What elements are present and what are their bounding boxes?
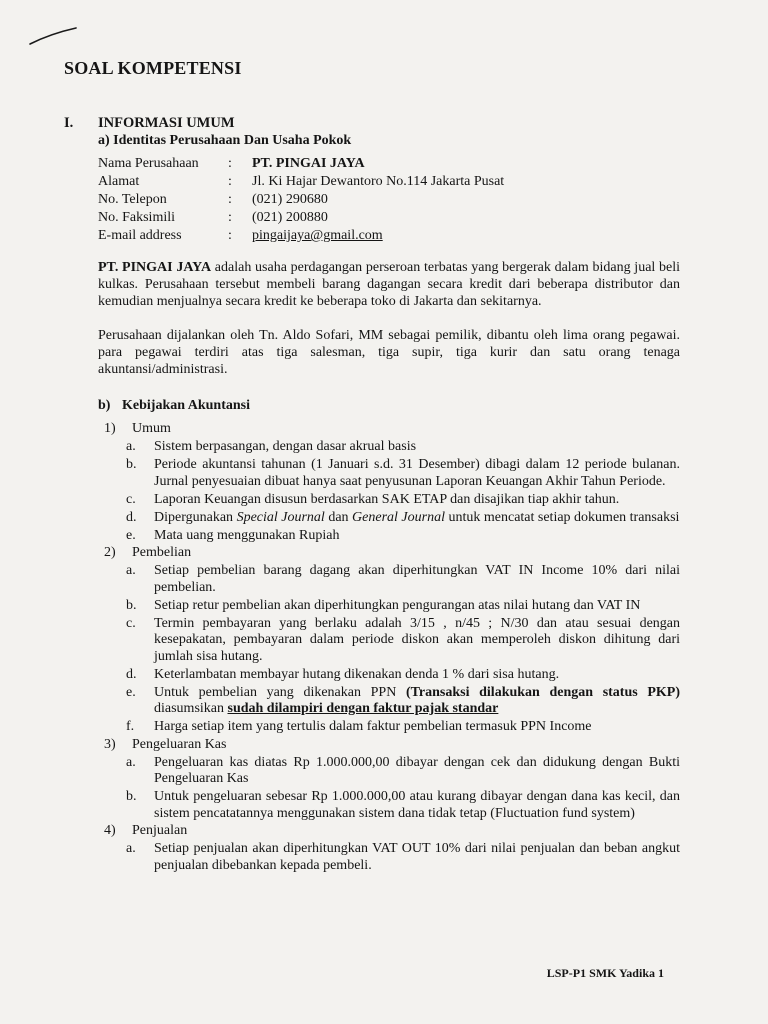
info-label: No. Faksimili — [98, 210, 176, 225]
accounting-policy-list — [104, 420, 680, 874]
item-text: Keterlambatan membayar hutang dikenakan denda 1 % dari sisa hutang. — [154, 666, 560, 682]
item-text: Laporan Keuangan disusun berdasarkan SAK ETAP dan disajikan tiap akhir tahun. — [154, 491, 620, 507]
category-title: Umum — [132, 421, 171, 436]
company-info-table — [98, 155, 504, 245]
policy-category-purchasing — [104, 545, 680, 562]
item-text — [154, 510, 680, 527]
item-text: Setiap pembelian barang dagang akan diperhitungkan VAT IN Income 10% dari nilai pembelian. — [154, 563, 680, 595]
category-number: 1) — [104, 421, 116, 436]
company-description-text: adalah usaha perdagangan perseroan terbatas yang bergerak dalam bidang jual beli kulkas. Perusahaan tersebut membeli barang dagangan secara kredit dari beberapa distributor dan kemudian menjualnya secara kredit ke beberapa toko di Jakarta dan sekitarnya. — [98, 260, 681, 309]
item-letter: b. — [126, 457, 137, 472]
item-text: Mata uang menggunakan Rupiah — [154, 527, 340, 543]
category-number: 2) — [104, 545, 116, 560]
category-title: Pembelian — [132, 545, 192, 560]
item-text: Pengeluaran kas diatas Rp 1.000.000,00 dibayar dengan cek dan didukung dengan Bukti Pengeluaran Kas — [154, 754, 680, 786]
subsection-accounting-policy-heading — [98, 398, 250, 414]
info-value: PT. PINGAI JAYA — [252, 156, 365, 171]
list-item — [126, 598, 680, 615]
info-row-address — [98, 173, 504, 191]
bold-text: (Transaksi dilakukan dengan status PKP) — [405, 684, 680, 700]
item-letter: a. — [126, 841, 136, 856]
info-row-company-name — [98, 155, 504, 173]
policy-category-general — [104, 421, 680, 438]
info-label: Alamat — [98, 174, 140, 189]
category-title: Pengeluaran Kas — [132, 736, 227, 752]
info-row-phone — [98, 191, 504, 209]
item-text — [154, 685, 680, 718]
italic-text: Special Journal — [236, 509, 325, 525]
company-staff-paragraph: Perusahaan dijalankan oleh Tn. Aldo Sofari, MM sebagai pemilik, dibantu oleh lima orang pegawai. para pegawai terdiri atas tiga salesman, tiga supir, tiga kurir dan satu orang tenaga akuntansi/administrasi. — [98, 328, 680, 377]
info-label: Nama Perusahaan — [98, 156, 199, 171]
company-name-bold: PT. PINGAI JAYA — [98, 260, 212, 275]
list-item — [126, 755, 680, 788]
list-item — [126, 616, 680, 666]
item-text: Setiap penjualan akan diperhitungkan VAT OUT 10% dari nilai penjualan dan beban angkut penjualan dibebankan kepada pembeli. — [154, 841, 680, 873]
company-description-paragraph — [98, 259, 680, 310]
subsection-title: Kebijakan Akuntansi — [122, 398, 250, 413]
category-number: 3) — [104, 736, 116, 752]
italic-text: General Journal — [352, 509, 445, 525]
item-letter: a. — [126, 439, 136, 454]
info-colon: : — [228, 174, 232, 189]
item-letter: e. — [126, 527, 136, 543]
info-label: No. Telepon — [98, 192, 167, 207]
item-text: Periode akuntansi tahunan (1 Januari s.d. 31 Desember) dibagi dalam 12 periode bulanan. Jurnal penyesuaian dibuat hanya saat penyusunan Laporan Keuangan Akhir Tahun Periode. — [154, 457, 680, 489]
info-value: (021) 200880 — [252, 210, 328, 225]
info-colon: : — [228, 228, 232, 243]
item-text: Harga setiap item yang tertulis dalam faktur pembelian termasuk PPN Income — [154, 719, 592, 734]
info-colon: : — [228, 210, 232, 225]
item-letter: e. — [126, 684, 136, 700]
section-title: INFORMASI UMUM — [98, 115, 235, 131]
list-item — [126, 439, 680, 456]
list-item — [126, 841, 680, 874]
item-letter: f. — [126, 719, 135, 734]
info-value: Jl. Ki Hajar Dewantoro No.114 Jakarta Pusat — [252, 174, 505, 189]
list-item — [126, 667, 680, 684]
email-link[interactable]: pingaijaya@gmail.com — [252, 228, 383, 243]
list-item — [126, 510, 680, 527]
list-item — [126, 563, 680, 596]
pen-stroke-mark — [28, 26, 78, 48]
category-title: Penjualan — [132, 823, 188, 838]
item-letter: d. — [126, 509, 137, 525]
section-number: I. — [64, 115, 74, 131]
document-title: SOAL KOMPETENSI — [64, 58, 242, 78]
category-number: 4) — [104, 823, 116, 838]
subsection-letter: b) — [98, 398, 111, 413]
text-run: Untuk pembelian yang dikenakan PPN — [154, 684, 406, 700]
item-letter: a. — [126, 563, 136, 578]
list-item — [126, 492, 680, 509]
item-text: Termin pembayaran yang berlaku adalah 3/15 , n/45 ; N/30 dan atau sesuai dengan kesepakatan, pembayaran dalam periode diskon akan memperoleh diskon dihitung dari jumlah sisa hutang. — [154, 615, 680, 664]
item-letter: b. — [126, 597, 137, 613]
text-run: dan — [324, 509, 353, 525]
list-item — [126, 719, 680, 736]
item-text: Sistem berpasangan, dengan dasar akrual basis — [154, 439, 417, 454]
text-run: untuk mencatat setiap dokumen transaksi — [444, 509, 680, 525]
page-footer: LSP-P1 SMK Yadika 1 — [546, 966, 664, 980]
item-letter: a. — [126, 754, 136, 770]
list-item — [126, 457, 680, 490]
list-item — [126, 528, 680, 545]
item-text: Untuk pengeluaran sebesar Rp 1.000.000,00 atau kurang dibayar dengan dana kas kecil, dan sistem pencatatannya menggunakan sistem dana tidak tetap (Fluctuation fund system) — [154, 789, 680, 821]
info-colon: : — [228, 192, 232, 207]
info-label: E-mail address — [98, 228, 182, 243]
item-letter: c. — [126, 491, 136, 507]
info-row-email — [98, 227, 504, 245]
text-run: Dipergunakan — [154, 509, 237, 525]
subsection-identity-heading: a) Identitas Perusahaan Dan Usaha Pokok — [98, 133, 352, 148]
info-colon: : — [228, 156, 232, 171]
item-text: Setiap retur pembelian akan diperhitungkan pengurangan atas nilai hutang dan VAT IN — [154, 597, 641, 613]
list-item — [126, 685, 680, 718]
info-row-fax — [98, 209, 504, 227]
item-letter: b. — [126, 789, 137, 804]
info-value: (021) 290680 — [252, 192, 328, 207]
text-run: diasumsikan — [154, 701, 228, 716]
policy-category-cash-disbursement — [104, 737, 680, 754]
policy-category-sales — [104, 823, 680, 840]
item-letter: c. — [126, 615, 136, 631]
item-letter: d. — [126, 666, 137, 682]
underlined-bold-text: sudah dilampiri dengan faktur pajak standar — [227, 701, 499, 716]
list-item — [126, 789, 680, 822]
